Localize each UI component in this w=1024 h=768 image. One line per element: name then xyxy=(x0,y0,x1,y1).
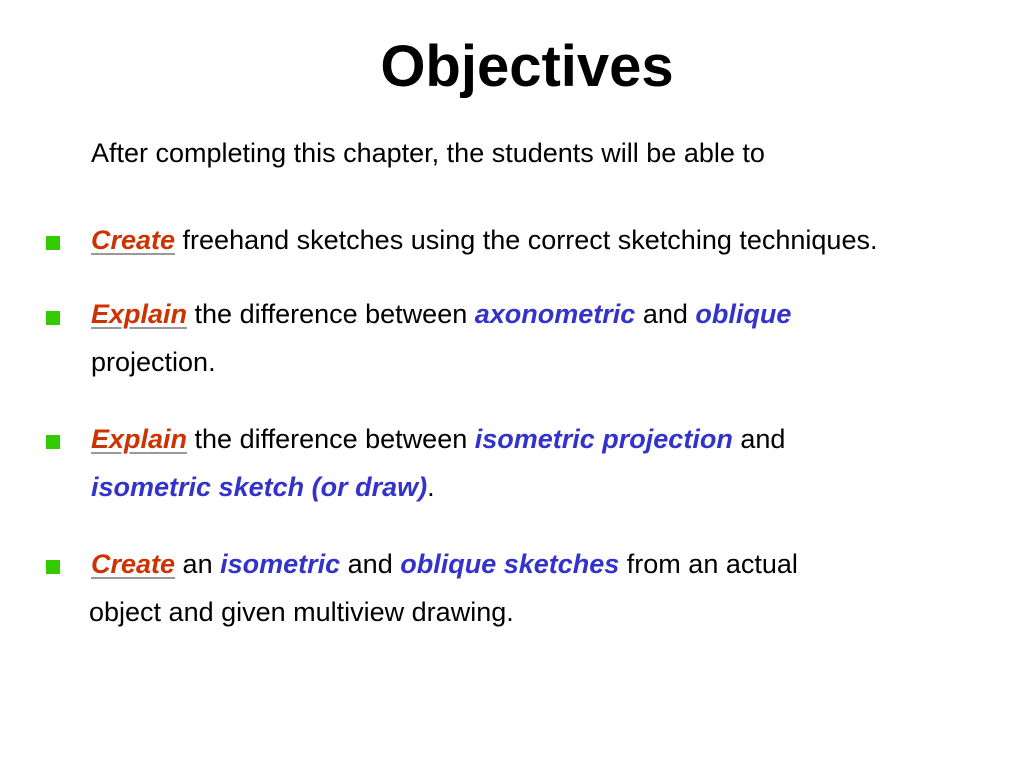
key-term: axonometric xyxy=(474,299,636,329)
objective-text: freehand sketches using the correct sketching techniques. xyxy=(175,225,878,255)
key-term: isometric sketch (or draw) xyxy=(91,472,428,502)
square-bullet-icon xyxy=(46,236,60,250)
action-verb: Explain xyxy=(91,299,188,329)
objective-text: and xyxy=(340,549,401,579)
objective-text: and xyxy=(635,299,696,329)
intro-text: After completing this chapter, the students will be able to xyxy=(91,138,765,168)
key-term: oblique xyxy=(695,299,792,329)
objective-text-continued: projection. xyxy=(91,347,216,377)
action-verb: Explain xyxy=(91,424,188,454)
objective-text: the difference between xyxy=(187,424,475,454)
action-verb: Create xyxy=(91,225,176,255)
square-bullet-icon xyxy=(46,435,60,449)
objective-text: and xyxy=(732,424,786,454)
objective-text: . xyxy=(427,472,435,502)
objective-text-1 xyxy=(91,216,877,264)
objective-text: from an actual xyxy=(619,549,798,579)
objective-text: the difference between xyxy=(187,299,475,329)
action-verb: Create xyxy=(91,549,176,579)
key-term: oblique sketches xyxy=(400,549,620,579)
slide-title: Objectives xyxy=(380,34,674,99)
key-term: isometric xyxy=(220,549,341,579)
objective-text-3 xyxy=(91,415,785,511)
key-term: isometric projection xyxy=(474,424,733,454)
objective-text-2 xyxy=(91,290,791,386)
objective-text: an xyxy=(175,549,221,579)
objective-text-continued xyxy=(91,463,785,511)
square-bullet-icon xyxy=(46,311,60,325)
objective-text-continued: object and given multiview drawing. xyxy=(89,597,514,627)
objective-text-4 xyxy=(91,540,798,636)
square-bullet-icon xyxy=(46,560,60,574)
